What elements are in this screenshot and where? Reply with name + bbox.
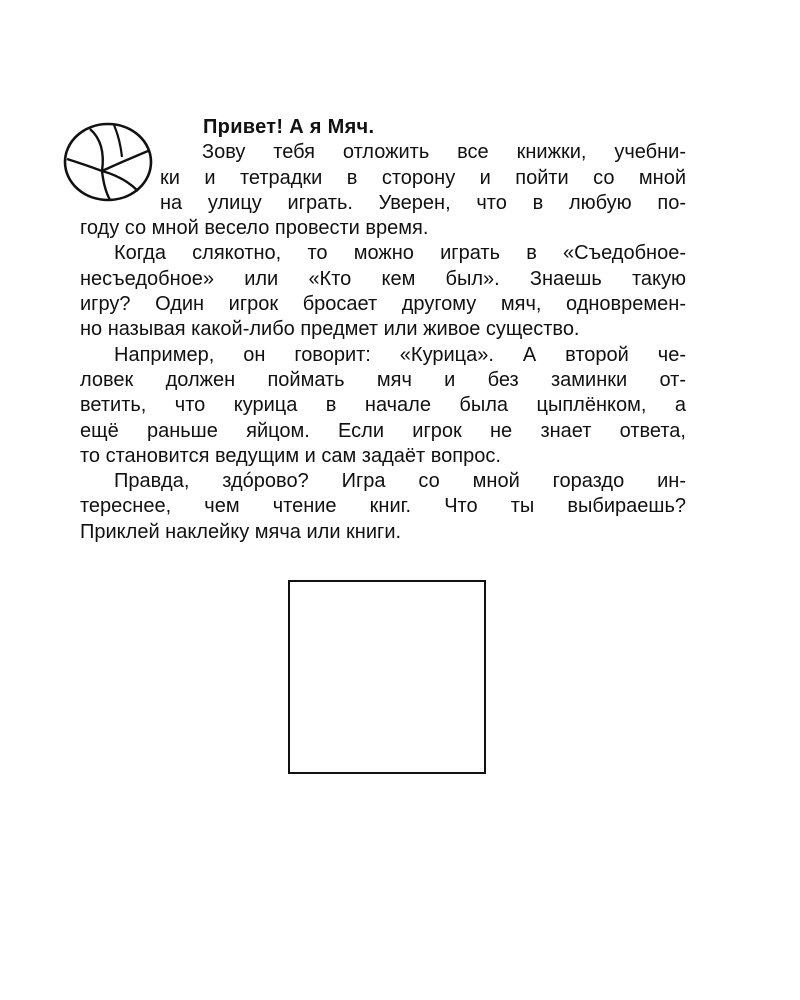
text-line: Правда, здóрово? Игра со мной гораздо ин-: [114, 470, 686, 493]
text-line: ещё раньше яйцом. Если игрок не знает ответа,: [80, 419, 686, 442]
text-line: ки и тетрадки в сторону и пойти со мной: [160, 166, 686, 189]
text-line: на улицу играть. Уверен, что в любую по-: [160, 191, 686, 214]
heading: Привет! А я Мяч.: [203, 116, 375, 138]
text-line: но называя какой-либо предмет или живое существо.: [80, 318, 580, 341]
text-line: Приклей наклейку мяча или книги.: [80, 520, 402, 543]
text-line: несъедобное» или «Кто кем был». Знаешь такую: [80, 267, 686, 290]
text-block: [80, 115, 686, 545]
text-line: Например, он говорит: «Курица». А второй че-: [114, 343, 686, 366]
text-line: то становится ведущим и сам задаёт вопрос.: [80, 444, 501, 467]
text-line: тереснее, чем чтение книг. Что ты выбираешь?: [80, 495, 686, 518]
sticker-placeholder-box: [288, 580, 486, 774]
text-line: Зову тебя отложить все книжки, учебни-: [202, 141, 686, 164]
text-line: ловек должен поймать мяч и без заминки от-: [80, 368, 686, 391]
text-line: году со мной весело провести время.: [80, 217, 429, 240]
text-line: ветить, что курица в начале была цыплёнком, а: [80, 394, 686, 417]
text-line: Когда слякотно, то можно играть в «Съедобное-: [114, 242, 686, 265]
text-line: игру? Один игрок бросает другому мяч, одновремен-: [80, 293, 686, 316]
